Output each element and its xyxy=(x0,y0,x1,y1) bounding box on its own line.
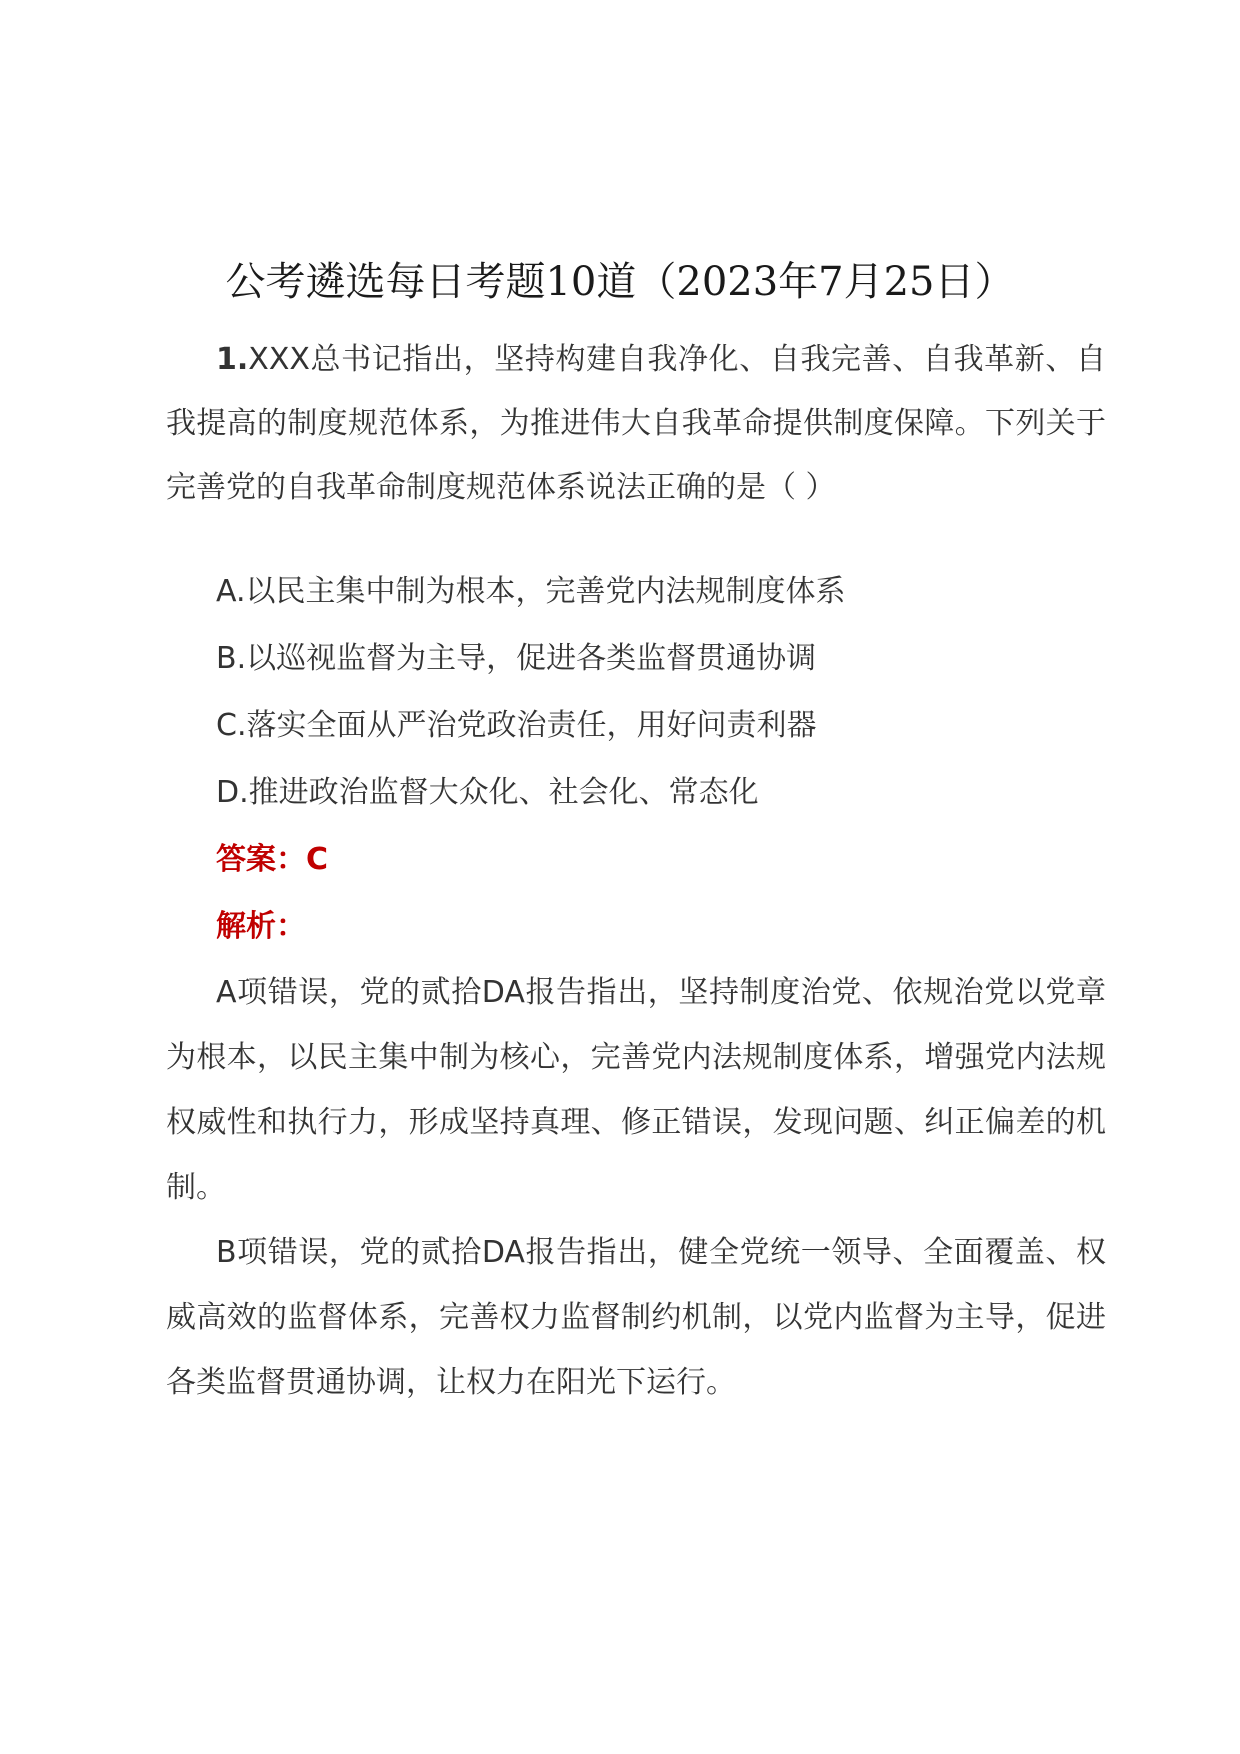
option-d: D.推进政治监督大众化、社会化、常态化 xyxy=(216,775,759,810)
page-title: 公考遴选每日考题10道（2023年7月25日） xyxy=(225,259,1015,305)
question-text: XXX总书记指出，坚持构建自我净化、自我完善、自我革新、自我提高的制度规范体系，为推进伟大自我革命提供制度保障。下列关于完善党的自我革命制度规范体系说法正确的是（ ） xyxy=(166,342,1106,505)
option-b: B.以巡视监督为主导，促进各类监督贯通协调 xyxy=(216,641,817,676)
question-number: 1. xyxy=(216,342,249,377)
question-stem xyxy=(166,328,1106,520)
spacer xyxy=(166,520,1106,558)
analysis-label: 解析： xyxy=(216,909,306,944)
analysis-paragraph-b: B项错误，党的贰拾DA报告指出，健全党统一领导、全面覆盖、权威高效的监督体系，完善权力监督制约机制，以党内监督为主导，促进各类监督贯通协调，让权力在阳光下运行。 xyxy=(166,1235,1106,1400)
option-c: C.落实全面从严治党政治责任，用好问责利器 xyxy=(216,708,817,743)
question-block xyxy=(166,328,1106,1415)
analysis-paragraph-a: A项错误，党的贰拾DA报告指出，坚持制度治党、依规治党以党章为根本，以民主集中制为核心，完善党内法规制度体系，增强党内法规权威性和执行力，形成坚持真理、修正错误，发现问题、纠正偏差的机制。 xyxy=(166,975,1106,1205)
answer-label: 答案：C xyxy=(216,842,329,877)
option-a: A.以民主集中制为根本，完善党内法规制度体系 xyxy=(216,574,846,609)
